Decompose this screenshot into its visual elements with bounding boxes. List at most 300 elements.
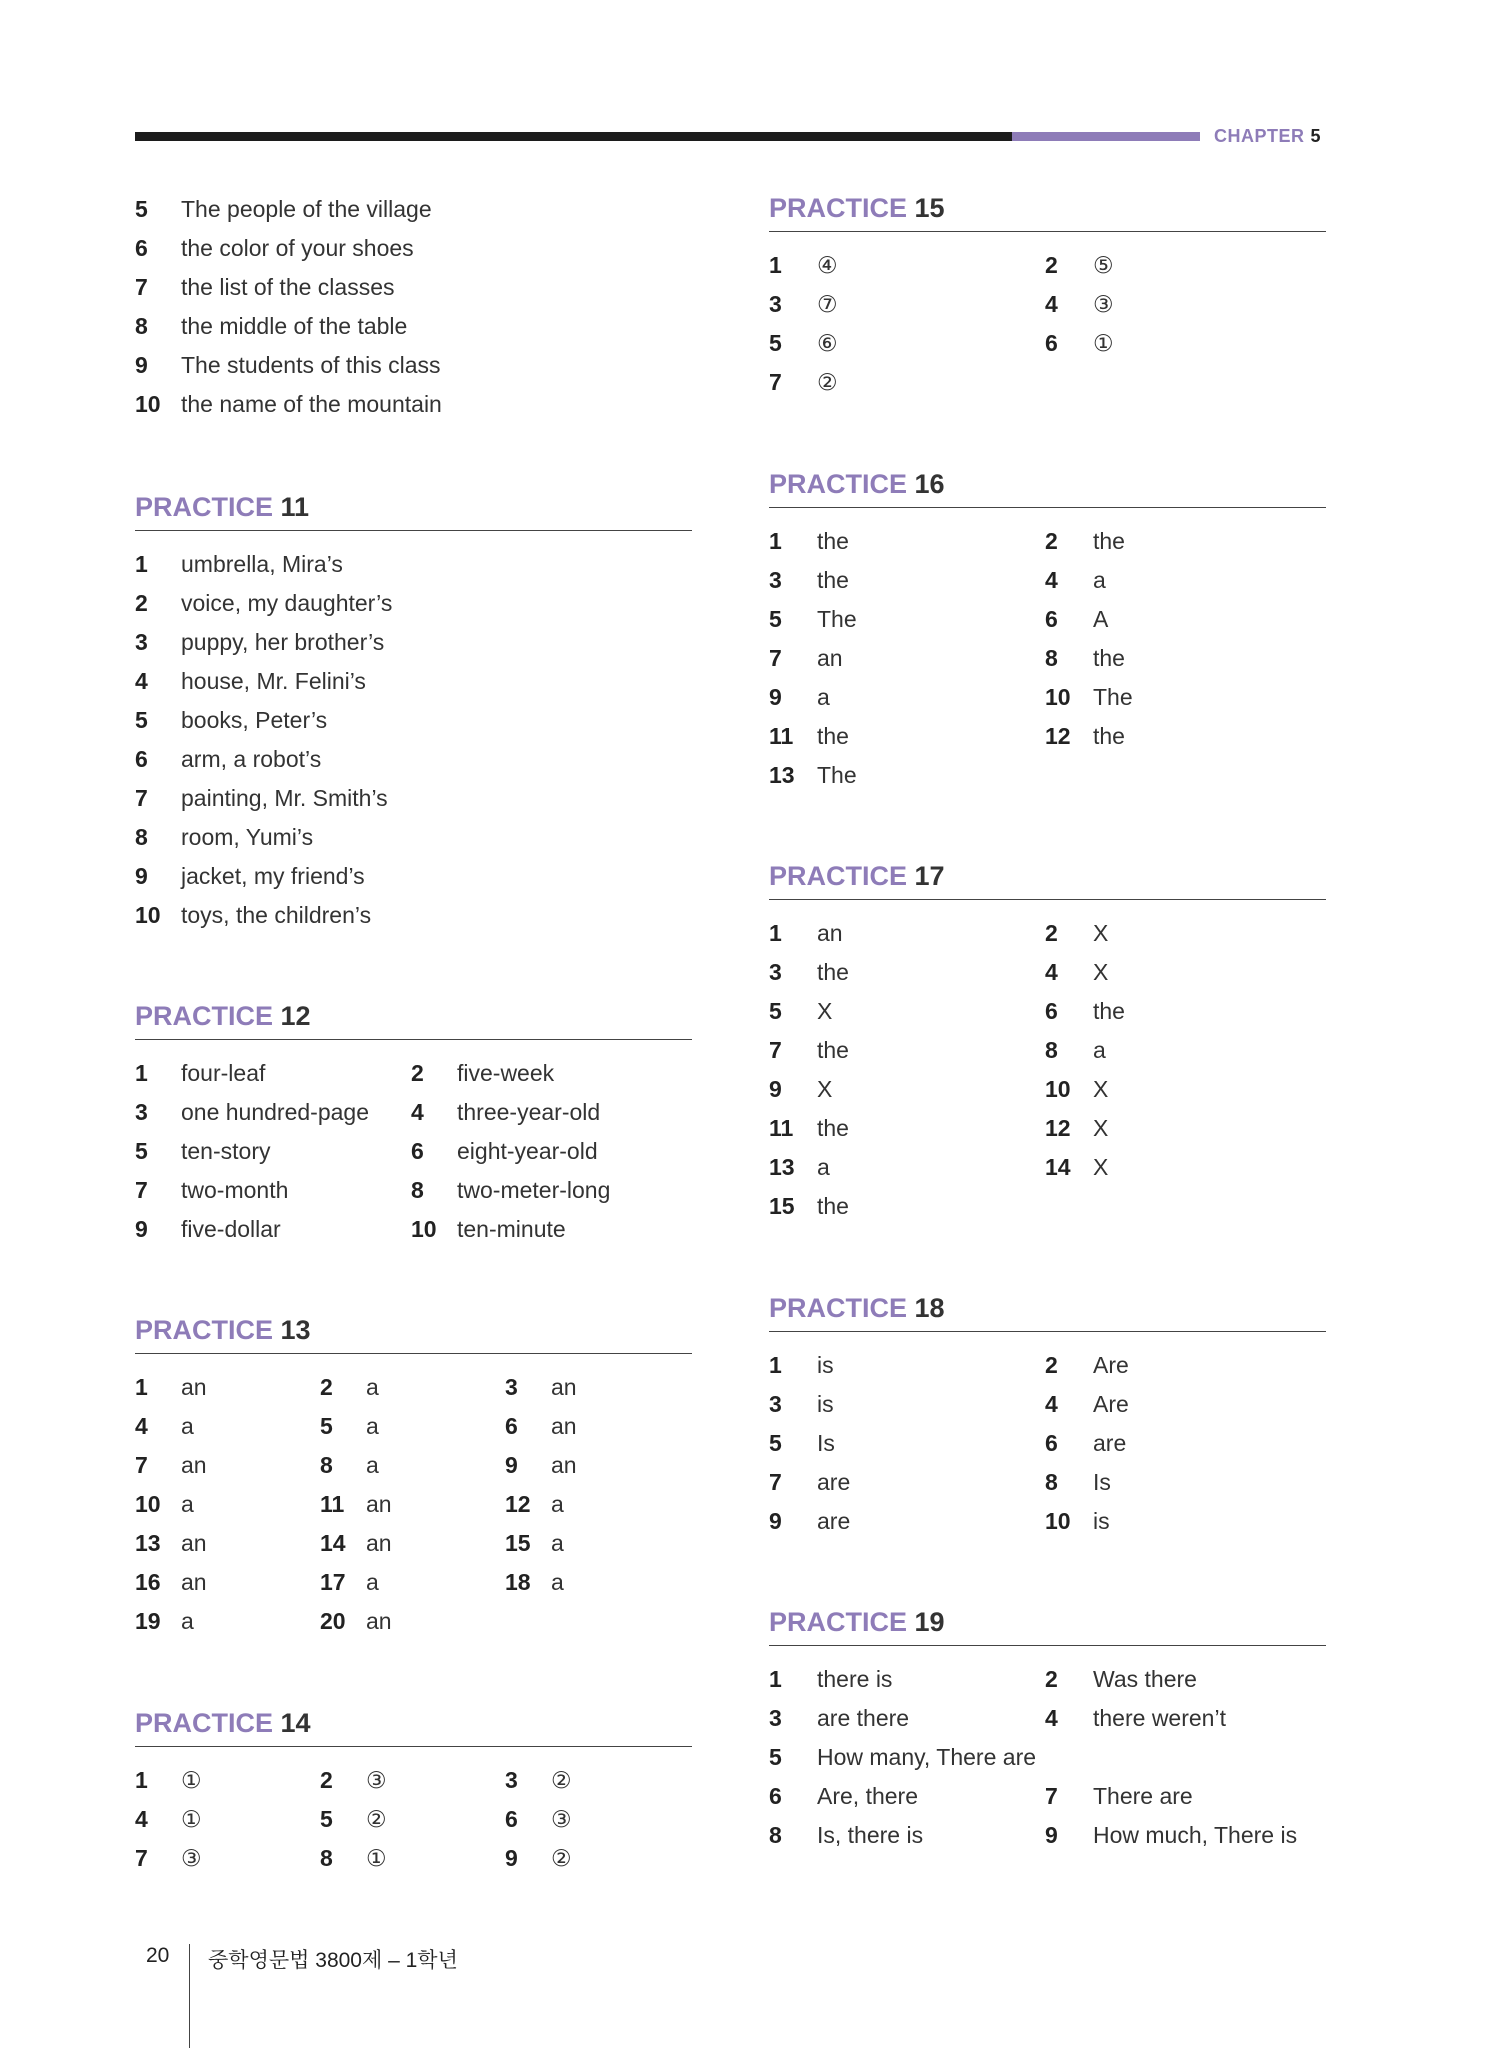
item-number: 18: [505, 1569, 531, 1595]
answer-item: [135, 623, 692, 662]
answer-item: [411, 1132, 692, 1171]
practice-title: [769, 1290, 1326, 1326]
answer-item: [320, 1485, 505, 1524]
answer-item: [320, 1602, 505, 1641]
divider: [769, 899, 1326, 900]
item-number: 7: [135, 785, 148, 811]
item-answer: five-dollar: [181, 1216, 281, 1242]
item-answer: ①: [181, 1806, 202, 1832]
item-answer: painting, Mr. Smith’s: [181, 785, 388, 811]
item-number: 16: [135, 1569, 161, 1595]
item-answer: a: [366, 1413, 379, 1439]
item-number: 8: [1045, 1037, 1058, 1063]
item-answer: the: [1093, 645, 1125, 671]
practice-label: PRACTICE: [135, 1315, 274, 1345]
answer-item: [1045, 678, 1326, 717]
item-number: 3: [135, 1099, 148, 1125]
item-answer: How many, There are: [817, 1744, 1037, 1770]
item-number: 8: [320, 1845, 333, 1871]
practice-11: [135, 489, 692, 935]
item-number: 10: [411, 1216, 437, 1242]
item-number: 10: [1045, 684, 1071, 710]
answer-item: [769, 324, 1045, 363]
item-answer: the: [817, 959, 849, 985]
item-number: 1: [135, 1374, 148, 1400]
answer-item: [1045, 1031, 1326, 1070]
answer-item: [135, 385, 692, 424]
divider: [135, 530, 692, 531]
answer-item: [769, 561, 1045, 600]
answer-item: [769, 914, 1045, 953]
item-number: 14: [1045, 1154, 1071, 1180]
answer-item: [135, 1093, 411, 1132]
item-answer: puppy, her brother’s: [181, 629, 385, 655]
item-number: 4: [135, 1806, 148, 1832]
item-answer: the: [1093, 528, 1125, 554]
practice-label: PRACTICE: [769, 861, 908, 891]
item-answer: a: [817, 1154, 830, 1180]
item-number: 13: [769, 1154, 795, 1180]
item-number: 2: [1045, 252, 1058, 278]
answer-list: [769, 1346, 1326, 1541]
practice-12: [135, 998, 692, 1249]
item-number: 5: [135, 1138, 148, 1164]
item-number: 5: [320, 1413, 333, 1439]
item-number: 1: [769, 1352, 782, 1378]
answer-item: [320, 1563, 505, 1602]
answer-item: [769, 1148, 1045, 1187]
item-answer: X: [817, 998, 833, 1024]
practice-title: [135, 1705, 692, 1741]
item-number: 8: [769, 1822, 782, 1848]
item-answer: an: [817, 920, 843, 946]
answer-item: [320, 1800, 505, 1839]
item-answer: Is: [1093, 1469, 1111, 1495]
item-number: 10: [135, 902, 161, 928]
answer-item: [320, 1407, 505, 1446]
item-answer: are: [1093, 1430, 1127, 1456]
item-number: 9: [505, 1452, 518, 1478]
item-answer: a: [551, 1569, 564, 1595]
item-number: 9: [769, 684, 782, 710]
answer-item: [769, 639, 1045, 678]
answer-item: [1045, 522, 1326, 561]
answer-item: [1045, 1148, 1326, 1187]
answer-item: [1045, 1109, 1326, 1148]
answer-item: [1045, 953, 1326, 992]
item-answer: ④: [817, 252, 838, 278]
answer-item: [1045, 1385, 1326, 1424]
practice-title: [769, 466, 1326, 502]
answer-item: [769, 1385, 1045, 1424]
item-number: 7: [1045, 1783, 1058, 1809]
item-answer: X: [1093, 920, 1109, 946]
item-number: 8: [135, 824, 148, 850]
item-answer: the middle of the table: [181, 313, 408, 339]
answer-item: [135, 268, 692, 307]
item-number: 14: [320, 1530, 346, 1556]
item-answer: is: [817, 1391, 834, 1417]
practice-title: [769, 190, 1326, 226]
practice-15: [769, 190, 1326, 402]
item-number: 9: [769, 1508, 782, 1534]
item-answer: books, Peter’s: [181, 707, 328, 733]
answer-item: [135, 1054, 411, 1093]
item-answer: an: [181, 1530, 207, 1556]
item-answer: one hundred-page: [181, 1099, 369, 1125]
answer-item: [769, 1777, 1045, 1816]
answer-item: [769, 953, 1045, 992]
item-answer: a: [366, 1569, 379, 1595]
item-answer: are there: [817, 1705, 910, 1731]
answer-item: [1045, 600, 1326, 639]
item-answer: ⑦: [817, 291, 838, 317]
item-number: 1: [769, 252, 782, 278]
header-bar-dark: [135, 132, 1012, 141]
practice-14: [135, 1705, 692, 1878]
practice-13: [135, 1312, 692, 1641]
item-answer: a: [181, 1491, 194, 1517]
item-answer: an: [366, 1608, 392, 1634]
answer-item: [135, 1485, 320, 1524]
answer-item: [769, 285, 1045, 324]
item-number: 3: [505, 1374, 518, 1400]
item-number: 1: [769, 1666, 782, 1692]
item-number: 1: [135, 1060, 148, 1086]
answer-item: [1045, 285, 1326, 324]
item-number: 5: [769, 1744, 782, 1770]
item-number: 12: [1045, 723, 1071, 749]
item-answer: umbrella, Mira’s: [181, 551, 343, 577]
item-number: 2: [1045, 528, 1058, 554]
item-answer: the: [817, 1193, 849, 1219]
answer-item: [1045, 717, 1326, 756]
practice-label: PRACTICE: [135, 1708, 274, 1738]
answer-item: [135, 1132, 411, 1171]
answer-item: [320, 1368, 505, 1407]
practice-number: 17: [914, 861, 945, 891]
answer-item: [505, 1407, 692, 1446]
item-answer: five-week: [457, 1060, 555, 1086]
chapter-word: CHAPTER: [1214, 126, 1305, 146]
item-answer: A: [1093, 606, 1109, 632]
item-answer: X: [1093, 1154, 1109, 1180]
practice-number: 15: [914, 193, 945, 223]
answer-list: [135, 1054, 692, 1249]
practice-title: [135, 998, 692, 1034]
item-number: 8: [1045, 1469, 1058, 1495]
item-answer: How much, There is: [1093, 1822, 1298, 1848]
item-number: 6: [411, 1138, 424, 1164]
answer-item: [769, 1346, 1045, 1385]
item-answer: the color of your shoes: [181, 235, 414, 261]
practice-number: 13: [280, 1315, 311, 1345]
answer-item: [505, 1563, 692, 1602]
answer-item: [769, 717, 1045, 756]
answer-item: [1045, 1699, 1326, 1738]
item-answer: the: [817, 723, 849, 749]
item-number: 6: [1045, 998, 1058, 1024]
answer-item: [769, 992, 1045, 1031]
item-number: 7: [769, 1469, 782, 1495]
answer-list: [135, 1368, 692, 1641]
item-number: 9: [1045, 1822, 1058, 1848]
item-number: 1: [135, 551, 148, 577]
answer-list: [769, 246, 1326, 402]
answer-item: [505, 1524, 692, 1563]
divider: [135, 1039, 692, 1040]
chapter-label: [1214, 126, 1321, 147]
item-answer: Are: [1093, 1352, 1129, 1378]
item-answer: an: [181, 1569, 207, 1595]
item-number: 7: [769, 369, 782, 395]
item-answer: are: [817, 1508, 851, 1534]
answer-item: [769, 756, 1045, 795]
item-number: 9: [135, 352, 148, 378]
answer-item: [411, 1171, 692, 1210]
item-number: 7: [135, 1845, 148, 1871]
practice-17: [769, 858, 1326, 1226]
answer-item: [769, 678, 1045, 717]
item-answer: There are: [1093, 1783, 1193, 1809]
item-number: 8: [135, 313, 148, 339]
practice-label: PRACTICE: [769, 469, 908, 499]
answer-item: [135, 1563, 320, 1602]
item-number: 13: [135, 1530, 161, 1556]
practice-title: [135, 1312, 692, 1348]
item-answer: toys, the children’s: [181, 902, 372, 928]
answer-item: [135, 1446, 320, 1485]
item-answer: is: [817, 1352, 834, 1378]
item-answer: an: [551, 1413, 577, 1439]
item-answer: ②: [551, 1767, 572, 1793]
answer-item: [135, 346, 692, 385]
answer-item: [505, 1761, 692, 1800]
answer-item: [1045, 1463, 1326, 1502]
item-answer: X: [1093, 959, 1109, 985]
answer-item: [135, 307, 692, 346]
item-answer: voice, my daughter’s: [181, 590, 393, 616]
item-answer: Was there: [1093, 1666, 1197, 1692]
practice-title: [769, 1604, 1326, 1640]
answer-item: [320, 1761, 505, 1800]
answer-item: [769, 1463, 1045, 1502]
item-number: 13: [769, 762, 795, 788]
item-answer: ①: [181, 1767, 202, 1793]
item-answer: a: [551, 1530, 564, 1556]
answer-item: [769, 1816, 1045, 1855]
practice-10-continuation: [135, 190, 692, 424]
item-answer: a: [1093, 567, 1106, 593]
item-answer: ②: [366, 1806, 387, 1832]
item-answer: ①: [1093, 330, 1114, 356]
divider: [135, 1746, 692, 1747]
answer-item: [135, 1210, 411, 1249]
answer-item: [769, 1424, 1045, 1463]
item-number: 6: [769, 1783, 782, 1809]
item-number: 2: [411, 1060, 424, 1086]
item-answer: Are, there: [817, 1783, 918, 1809]
answer-item: [135, 1761, 320, 1800]
item-answer: The: [817, 606, 857, 632]
item-number: 5: [135, 196, 148, 222]
answer-item: [1045, 1777, 1326, 1816]
item-answer: the: [817, 567, 849, 593]
item-number: 9: [135, 863, 148, 889]
answer-item: [135, 740, 692, 779]
item-answer: Is, there is: [817, 1822, 924, 1848]
answer-item: [769, 1109, 1045, 1148]
item-number: 5: [769, 330, 782, 356]
item-number: 9: [769, 1076, 782, 1102]
item-number: 11: [769, 1115, 794, 1141]
answer-item: [320, 1446, 505, 1485]
answer-item: [505, 1368, 692, 1407]
answer-item: [1045, 1424, 1326, 1463]
practice-title: [769, 858, 1326, 894]
item-answer: a: [366, 1374, 379, 1400]
answer-list: [135, 545, 692, 935]
item-answer: The people of the village: [181, 196, 432, 222]
item-number: 2: [320, 1767, 333, 1793]
item-answer: four-leaf: [181, 1060, 266, 1086]
item-number: 2: [1045, 1352, 1058, 1378]
item-number: 6: [135, 235, 148, 261]
answer-item: [1045, 1502, 1326, 1541]
item-answer: an: [551, 1374, 577, 1400]
item-answer: arm, a robot’s: [181, 746, 322, 772]
answer-item: [505, 1800, 692, 1839]
answer-item: [1045, 246, 1326, 285]
item-number: 17: [320, 1569, 346, 1595]
practice-number: 11: [280, 492, 310, 522]
item-answer: two-meter-long: [457, 1177, 611, 1203]
answer-item: [411, 1054, 692, 1093]
item-number: 4: [135, 668, 148, 694]
item-answer: an: [366, 1491, 392, 1517]
item-number: 6: [135, 746, 148, 772]
answer-item: [769, 1502, 1045, 1541]
answer-item: [135, 701, 692, 740]
answer-item: [411, 1093, 692, 1132]
item-number: 9: [135, 1216, 148, 1242]
answer-item: [135, 1524, 320, 1563]
practice-label: PRACTICE: [135, 1001, 274, 1031]
item-number: 3: [769, 1391, 782, 1417]
item-answer: ②: [551, 1845, 572, 1871]
item-number: 10: [135, 391, 161, 417]
practice-number: 12: [280, 1001, 311, 1031]
header-bar: [135, 132, 1200, 141]
item-number: 4: [135, 1413, 148, 1439]
item-answer: the: [1093, 998, 1125, 1024]
item-number: 5: [135, 707, 148, 733]
item-number: 3: [769, 959, 782, 985]
practice-number: 14: [280, 1708, 311, 1738]
answer-item: [135, 1602, 320, 1641]
practice-number: 16: [914, 469, 945, 499]
item-answer: there is: [817, 1666, 893, 1692]
item-answer: ⑥: [817, 330, 838, 356]
item-answer: eight-year-old: [457, 1138, 598, 1164]
item-number: 2: [135, 590, 148, 616]
answer-item: [769, 1187, 1045, 1226]
item-number: 15: [505, 1530, 531, 1556]
item-number: 5: [769, 1430, 782, 1456]
practice-label: PRACTICE: [135, 492, 274, 522]
item-answer: an: [366, 1530, 392, 1556]
item-number: 6: [1045, 606, 1058, 632]
item-answer: three-year-old: [457, 1099, 601, 1125]
answer-item: [135, 1839, 320, 1878]
item-answer: ③: [551, 1806, 572, 1832]
item-number: 12: [505, 1491, 531, 1517]
item-answer: X: [1093, 1076, 1109, 1102]
answer-item: [1045, 324, 1326, 363]
practice-19: [769, 1604, 1326, 1855]
answer-item: [1045, 914, 1326, 953]
answer-item: [769, 246, 1045, 285]
item-answer: ②: [817, 369, 838, 395]
practice-label: PRACTICE: [769, 1607, 908, 1637]
answer-item: [135, 229, 692, 268]
item-answer: X: [1093, 1115, 1109, 1141]
item-number: 9: [505, 1845, 518, 1871]
answer-list: [135, 190, 692, 424]
practice-label: PRACTICE: [769, 193, 908, 223]
item-number: 4: [1045, 1391, 1058, 1417]
item-number: 8: [411, 1177, 424, 1203]
answer-item: [135, 896, 692, 935]
answer-item: [1045, 639, 1326, 678]
item-answer: ③: [366, 1767, 387, 1793]
answer-item: [769, 1738, 1326, 1777]
item-number: 6: [1045, 330, 1058, 356]
item-number: 4: [1045, 291, 1058, 317]
item-number: 7: [769, 1037, 782, 1063]
item-answer: ten-minute: [457, 1216, 566, 1242]
answer-item: [505, 1839, 692, 1878]
item-answer: The: [817, 762, 857, 788]
item-answer: Are: [1093, 1391, 1129, 1417]
item-answer: there weren’t: [1093, 1705, 1226, 1731]
answer-item: [411, 1210, 692, 1249]
answer-item: [320, 1524, 505, 1563]
answer-item: [135, 1407, 320, 1446]
item-number: 4: [1045, 959, 1058, 985]
answer-item: [135, 190, 692, 229]
item-answer: the: [817, 1115, 849, 1141]
answer-item: [505, 1485, 692, 1524]
page-number: 20: [146, 1944, 170, 1967]
answer-item: [769, 1660, 1045, 1699]
answer-item: [505, 1446, 692, 1485]
answer-item: [320, 1839, 505, 1878]
item-answer: the: [817, 1037, 849, 1063]
item-number: 10: [1045, 1076, 1071, 1102]
practice-title: [135, 489, 692, 525]
practice-16: [769, 466, 1326, 795]
item-answer: jacket, my friend’s: [181, 863, 365, 889]
item-number: 1: [769, 528, 782, 554]
item-answer: a: [551, 1491, 564, 1517]
item-number: 15: [769, 1193, 795, 1219]
answer-item: [1045, 992, 1326, 1031]
item-number: 8: [320, 1452, 333, 1478]
item-number: 5: [769, 606, 782, 632]
item-number: 6: [505, 1413, 518, 1439]
item-number: 1: [135, 1767, 148, 1793]
